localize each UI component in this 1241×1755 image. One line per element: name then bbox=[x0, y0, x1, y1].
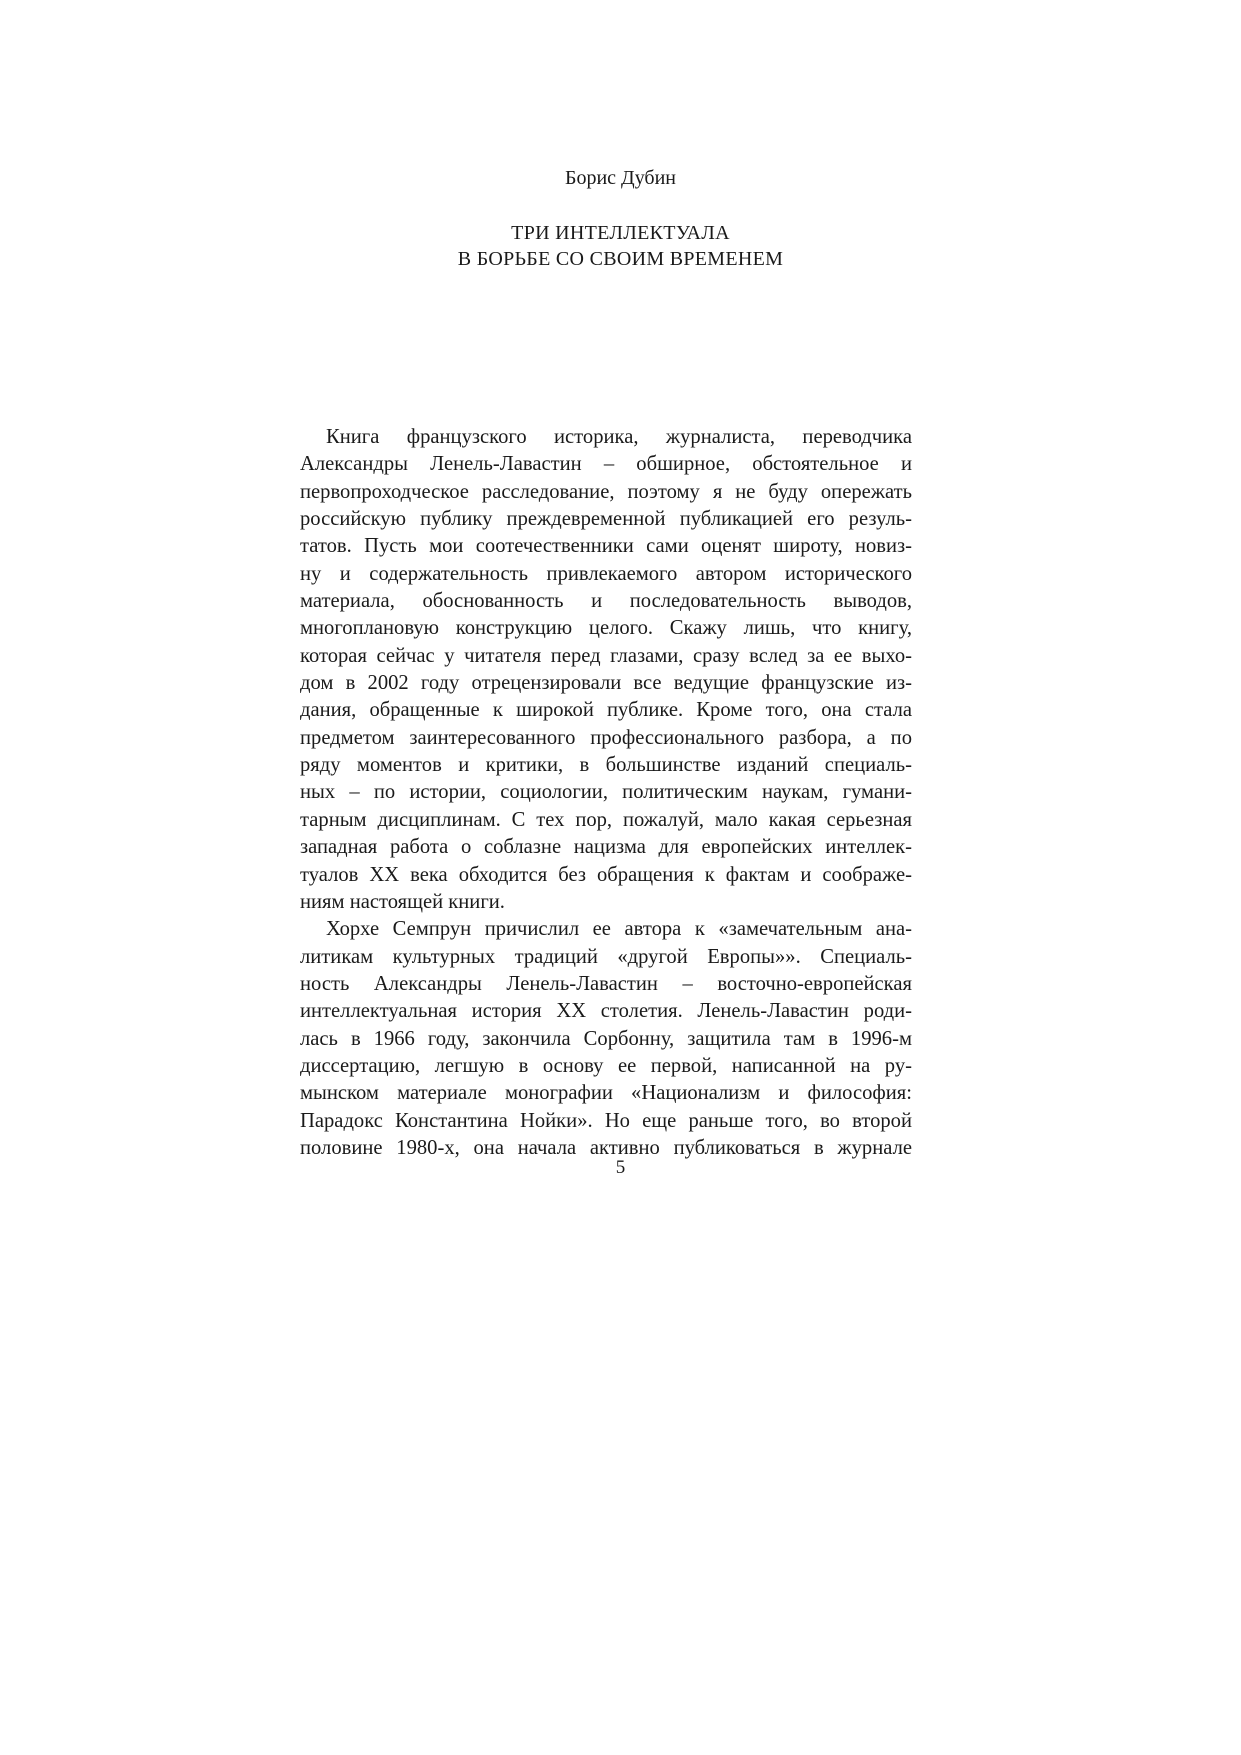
text-line: дом в 2002 году отрецензировали все ведущие французские из- bbox=[300, 672, 912, 695]
text-line: Александры Ленель-Лавастин – обширное, обстоятельное и bbox=[300, 453, 912, 476]
text-line: первопроходческое расследование, поэтому я не буду опережать bbox=[300, 480, 912, 503]
text-line: ность Александры Ленель-Лавастин – восточно-европейская bbox=[300, 972, 912, 995]
text-line: ну и содержательность привлекаемого автором исторического bbox=[300, 562, 912, 585]
chapter-title bbox=[0, 220, 1241, 272]
text-line: лась в 1966 году, закончила Сорбонну, защитила там в 1996-м bbox=[300, 1027, 912, 1050]
text-line: Парадокс Константина Нойки». Но еще раньше того, во второй bbox=[300, 1109, 912, 1132]
text-line: ных – по истории, социологии, политическим наукам, гумани- bbox=[300, 781, 912, 804]
text-line: туалов XX века обходится без обращения к фактам и соображе- bbox=[300, 863, 912, 886]
text-line: Книга французского историка, журналиста, переводчика bbox=[326, 426, 912, 448]
text-line: тарным дисциплинам. С тех пор, пожалуй, мало какая серьезная bbox=[300, 808, 912, 831]
text-line: материала, обоснованность и последовательность выводов, bbox=[300, 590, 912, 613]
text-line: многоплановую конструкцию целого. Скажу лишь, что книгу, bbox=[300, 617, 912, 640]
text-line: которая сейчас у читателя перед глазами, сразу вслед за ее выхо- bbox=[300, 644, 912, 667]
paragraph bbox=[300, 916, 912, 1162]
author-name: Борис Дубин bbox=[564, 167, 677, 189]
text-line: диссертацию, легшую в основу ее первой, написанной на ру- bbox=[300, 1054, 912, 1077]
paragraph bbox=[300, 424, 912, 916]
chapter-title-line: В БОРЬБЕ СО СВОИМ ВРЕМЕНЕМ bbox=[457, 248, 784, 270]
text-line: половине 1980-х, она начала активно публиковаться в журнале bbox=[300, 1136, 912, 1159]
text-line: ряду моментов и критики, в большинстве изданий специаль- bbox=[300, 754, 912, 777]
text-line: российскую публику преждевременной публикацией его резуль- bbox=[300, 508, 912, 531]
text-line: литикам культурных традиций «другой Европы»». Специаль- bbox=[300, 945, 912, 968]
text-line: дания, обращенные к широкой публике. Кроме того, она стала bbox=[300, 699, 912, 722]
text-line: татов. Пусть мои соотечественники сами оценят широту, новиз- bbox=[300, 535, 912, 558]
chapter-title-line: ТРИ ИНТЕЛЛЕКТУАЛА bbox=[511, 222, 730, 244]
body-text bbox=[300, 424, 912, 1162]
text-line: мынском материале монографии «Национализм и философия: bbox=[300, 1082, 912, 1105]
text-line: предметом заинтересованного профессионального разбора, а по bbox=[300, 726, 912, 749]
text-line: интеллектуальная история XX столетия. Ленель-Лавастин роди- bbox=[300, 1000, 912, 1023]
text-line: Хорхе Семпрун причислил ее автора к «замечательным ана- bbox=[326, 918, 912, 941]
page-number: 5 bbox=[615, 1157, 626, 1178]
text-line: западная работа о соблазне нацизма для европейских интеллек- bbox=[300, 836, 912, 859]
text-line: ниям настоящей книги. bbox=[300, 890, 505, 913]
